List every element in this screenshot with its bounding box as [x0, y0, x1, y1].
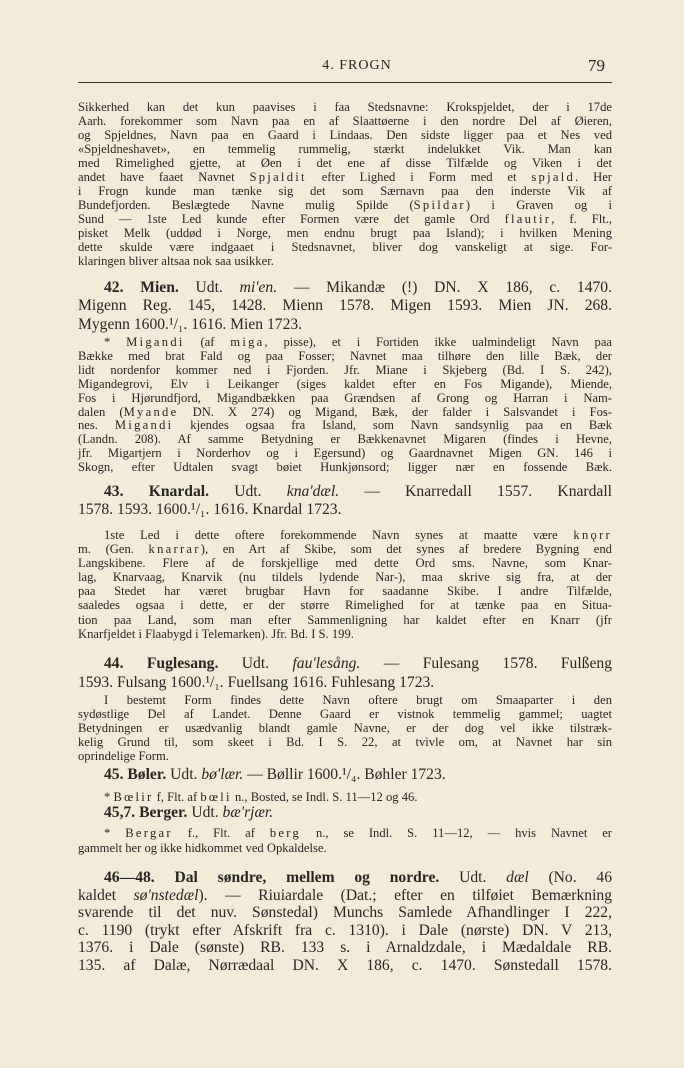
text-line	[78, 100, 612, 114]
text-line	[78, 528, 612, 542]
text-segment: efter Lighed i Form med et	[306, 170, 532, 184]
text-segment: n., Bosted, se Indl. S. 11—12 og 46.	[231, 790, 418, 804]
text-line	[78, 297, 612, 315]
text-segment: , pisse), et i Fortiden ikke ualmindeligt Navn paa	[264, 335, 612, 349]
text-segment: svarende til det nuv. Sønstedal) Munchs Samlede Afhandlinger I 222,	[78, 904, 612, 921]
entry-heading	[78, 869, 612, 974]
text-segment: saaledes ogsaa i dette, er der større Rimelighed for at tænke paa en Situa-	[78, 598, 612, 613]
text-line	[78, 673, 612, 692]
text-segment: Knarfjeldet i Flaabygd i Telemarken). Jfr. Bd. I S. 199.	[78, 626, 354, 641]
text-line	[78, 939, 612, 957]
text-segment: lidt nordenfor kommer ned i Fjorden. Jfr. Miane i Skjeberg (Bd. I S. 242),	[78, 362, 612, 377]
text-line	[78, 790, 612, 804]
text-line	[78, 406, 612, 420]
text-segment: Aarh. forekommer som Navn paa en af Slaattøerne i den nordre Del af Øieren,	[78, 114, 612, 128]
paragraph	[78, 336, 612, 475]
spaced-term: Myande	[123, 404, 179, 419]
text-segment: m. (Gen.	[78, 542, 149, 557]
text-line	[78, 654, 612, 673]
text-segment: gammelt her og ikke hidkommet ved Opkaldelse.	[78, 841, 327, 855]
text-line	[78, 170, 612, 184]
text-segment: DN. X 274) og Migand, Bæk, der falder i Salsvandet i Fos-	[178, 404, 612, 419]
text-line	[78, 378, 612, 392]
text-segment: Migandegrovi, Elv i Leikanger (siges kaldet efter en Fos Migande), Miende,	[78, 376, 612, 391]
spaced-term: Spildar	[413, 198, 466, 212]
spaced-term: miga	[230, 335, 265, 349]
text-segment: n., se Indl. S. 11—12, — hvis Navnet er	[301, 826, 612, 840]
text-line	[78, 957, 612, 975]
text-segment: (Landn. 208). Af samme Betydning er Bækkenavnet Migaren (findes i Hevne,	[78, 432, 612, 447]
text-segment: — Fulesang 1578. Fulßeng	[360, 655, 612, 672]
text-line	[78, 749, 612, 763]
text-segment: Migenn Reg. 145, 1428. Mienn 1578. Migen 1593. Mien JN. 268.	[78, 297, 612, 315]
text-line	[78, 721, 612, 735]
text-segment: paa Stedet har været brugbar Havn for saadanne Skibe. I andre Tilfælde,	[78, 584, 612, 599]
text-segment: , f. Flt.,	[551, 212, 612, 226]
text-line	[78, 693, 612, 707]
text-segment: Udt.	[208, 483, 287, 500]
entry-heading	[78, 279, 612, 334]
text-segment: med Rimelighed gjette, at Øen i det ene af disse Tilfælde og Viken i det	[78, 156, 612, 170]
text-segment: Mygenn 1600.¹/₁. 1616. Mien 1723.	[78, 315, 303, 333]
text-segment: Udt.	[178, 279, 240, 296]
paragraph	[78, 790, 612, 804]
text-line	[78, 841, 612, 856]
spaced-term: knarrar	[148, 542, 201, 557]
text-segment: 1593. Fulsang 1600.¹/₁. Fuellsang 1616. Fuhlesang 1723.	[78, 674, 435, 691]
text-line	[78, 336, 612, 350]
text-segment: — Knarredall 1557. Knardall	[339, 483, 612, 500]
text-line	[78, 483, 612, 501]
text-segment: *	[104, 335, 127, 349]
text-line	[78, 447, 612, 461]
text-segment: f., Flt. af	[172, 826, 270, 840]
text-segment: 1578. 1593. 1600.¹/₁. 1616. Knardal 1723.	[78, 501, 342, 519]
text-segment: dalen (	[78, 404, 124, 419]
text-line	[78, 826, 612, 841]
spaced-term: bœli	[200, 790, 232, 804]
paragraph	[78, 100, 612, 268]
entry-title: 45. Bøler.	[104, 766, 167, 783]
text-line	[78, 627, 612, 641]
text-line	[78, 766, 612, 784]
text-line	[78, 598, 612, 612]
pronunciation: sø'nstedæl	[133, 886, 199, 904]
text-segment: Bække med brat Fald og paa Fosser; Navnet maa tilhøre den lille Bæk, der	[78, 348, 612, 363]
text-segment: 135. af Dalæ, Nørrædaal DN. X 186, c. 1470. Sønstedall 1578.	[78, 956, 612, 974]
chapter-title: 4. FROGN	[322, 58, 392, 73]
text-segment: jfr. Migartjern i Norderhov og i Egersund) og Gaardnavnet Migen GN. 146 i	[78, 446, 612, 461]
text-line	[78, 904, 612, 922]
text-segment: . Her	[575, 170, 613, 184]
text-line	[78, 584, 612, 598]
entry-title: 44. Fuglesang.	[104, 655, 219, 672]
entry-title: 45,7. Berger.	[104, 804, 188, 821]
spaced-term: flautir	[504, 212, 552, 226]
pronunciation: bø'lær.	[201, 766, 244, 783]
text-line	[78, 542, 612, 556]
text-line	[78, 198, 612, 212]
spaced-term: spjald	[531, 170, 576, 184]
text-line	[78, 156, 612, 170]
text-segment: — Mikandæ (!) DN. X 186, c. 1470.	[277, 279, 612, 296]
text-segment: klaringen bliver altsaa nok saa usikker.	[78, 254, 274, 268]
text-line	[78, 570, 612, 584]
entry-heading	[78, 654, 612, 692]
text-line	[78, 316, 612, 334]
text-segment: Skogn, efter Udtalen svagt bøiet Hunkjønsord; ligger nær en fossende Bæk.	[78, 460, 612, 475]
text-segment: Sikkerhed kan det kun paavises i faa Stedsnavne: Krokspjeldet, der i 17de	[78, 100, 612, 114]
paragraph	[78, 528, 612, 641]
text-segment: (af	[184, 335, 231, 349]
text-segment: I bestemt Form findes dette Navn oftere brugt om Smaaparter i den	[104, 693, 612, 707]
text-segment: 1376. i Dale (sønste) RB. 133 s. i Arnaldzdale, i Mædaldale RB.	[78, 939, 612, 956]
text-segment: Udt.	[187, 804, 223, 821]
text-segment: Betydningen er usædvanlig blandt gamle Navne, er der dog vel ikke tilstræk-	[78, 721, 612, 735]
spaced-term: knǫrr	[573, 528, 612, 542]
text-segment: andet have faaet Navnet	[78, 170, 250, 184]
pronunciation: fau'lesång.	[292, 655, 361, 672]
text-segment: kelig Grund til, som skeet i Bd. I S. 22, at tvivle om, at Navnet har sin	[78, 735, 612, 749]
spaced-term: Migandi	[114, 418, 174, 433]
entry-title: 42. Mien.	[104, 279, 179, 296]
text-line	[78, 735, 612, 749]
text-line	[78, 887, 612, 905]
text-line	[78, 501, 612, 519]
text-segment: ), en Art af Skibe, som det synes af bredere Bygning end	[200, 542, 612, 557]
text-segment: 1ste Led i dette oftere forekommende Navn synes at maatte være	[104, 528, 574, 542]
text-line	[78, 226, 612, 240]
text-line	[78, 419, 612, 433]
entry-heading	[78, 766, 612, 784]
text-line	[78, 212, 612, 226]
spaced-term: Migandi	[126, 335, 185, 349]
text-segment: *	[104, 790, 114, 804]
text-segment: i Frogn kunde man tænke sig det som Særnavn paa den inderste Vik af	[78, 184, 612, 198]
spaced-term: berg	[269, 826, 302, 840]
text-segment: sydøstlige Del af Landet. Denne Gaard er vistnok temmelig gammel; uagtet	[78, 707, 612, 721]
text-segment: kaldet	[78, 886, 134, 904]
text-segment: dette skulde være indgaaet i Stedsnavnet, bliver dog vanskeligt at sige. For-	[78, 240, 612, 254]
text-line	[78, 240, 612, 254]
pronunciation: kna'dæl.	[286, 483, 340, 500]
text-line	[78, 142, 612, 156]
text-segment: (No. 46	[528, 869, 613, 886]
text-segment: nes.	[78, 418, 115, 433]
pronunciation: mi'en.	[239, 279, 278, 296]
text-line	[78, 922, 612, 940]
text-segment: kjendes ogsaa fra Island, som Navn sandsynlig paa en Bæk	[173, 418, 613, 433]
text-segment: *	[104, 826, 126, 840]
text-line	[78, 364, 612, 378]
text-segment: Udt.	[439, 869, 507, 886]
text-line	[78, 804, 612, 822]
entry-heading	[78, 804, 612, 822]
text-line	[78, 556, 612, 570]
text-segment: Udt.	[166, 766, 202, 783]
text-segment: Sund — 1ste Led kunde efter Formen være det gamle Ord	[78, 212, 505, 226]
pronunciation: bæ'rjær.	[222, 804, 274, 821]
entry-heading	[78, 483, 612, 520]
text-segment: og Spjeldnes, Navn paa en Gaard i Lindaas. Den sidste ligger paa et Nes ved	[78, 128, 612, 142]
text-line	[78, 184, 612, 198]
text-segment: — Bøllir 1600.¹/₄. Bøhler 1723.	[243, 766, 446, 783]
entry-title: 43. Knardal.	[104, 483, 209, 500]
page-number: 79	[588, 56, 605, 75]
text-segment: ). — Riuiardale (Dat.; efter en tilføiet Bemærkning	[198, 886, 612, 904]
text-segment: lag, Knarvaag, Knarvik (nu tildels lydende Nar-), maa skrive sig fra, at der	[78, 570, 612, 585]
text-segment: «Spjeldneshavet», en temmelig rummelig, stærkt indelukket Vik. Man kan	[78, 142, 612, 156]
spaced-term: Bœlir	[113, 790, 154, 804]
text-segment: Bundefjorden. Beslægtede Navne mulig Spilde (	[78, 198, 414, 212]
text-line	[78, 869, 612, 887]
header-rule	[78, 82, 612, 83]
text-line	[78, 433, 612, 447]
text-line	[78, 707, 612, 721]
text-line	[78, 114, 612, 128]
text-segment: Langskibene. Flere af de forskjellige med dette Ord sms. Navne, som Knar-	[78, 556, 612, 571]
text-line	[78, 279, 612, 297]
spaced-term: Spjaldit	[249, 170, 307, 184]
text-segment: oprindelige Form.	[78, 749, 169, 763]
paragraph	[78, 826, 612, 856]
text-line	[78, 392, 612, 406]
text-segment: ) i Graven og i	[465, 198, 612, 212]
pronunciation: dæl	[506, 869, 529, 886]
text-segment: c. 1190 (trykt efter Afskrift fra c. 1310). i Dale (nørste) DN. V 213,	[78, 921, 612, 939]
paragraph	[78, 693, 612, 763]
text-line	[78, 350, 612, 364]
text-segment: Udt.	[218, 655, 293, 672]
text-segment: Fos i Hjørundfjord, Migandbækken paa Grændsen af Grong og Harran i Nam-	[78, 390, 612, 405]
text-segment: pisket Melk (uddød i Norge, men endnu brugt paa Island); i hvilken Mening	[78, 226, 612, 240]
spaced-term: Bergar	[125, 826, 173, 840]
text-line	[78, 613, 612, 627]
text-segment: tion paa Land, som man efter Sammenligning har kaldet efter en Knarr (jfr	[78, 612, 612, 627]
text-line	[78, 461, 612, 475]
text-line	[78, 128, 612, 142]
text-segment: f, Flt. af	[153, 790, 201, 804]
entry-title: 46—48. Dal søndre, mellem og nordre.	[104, 869, 440, 886]
text-line	[78, 254, 612, 268]
